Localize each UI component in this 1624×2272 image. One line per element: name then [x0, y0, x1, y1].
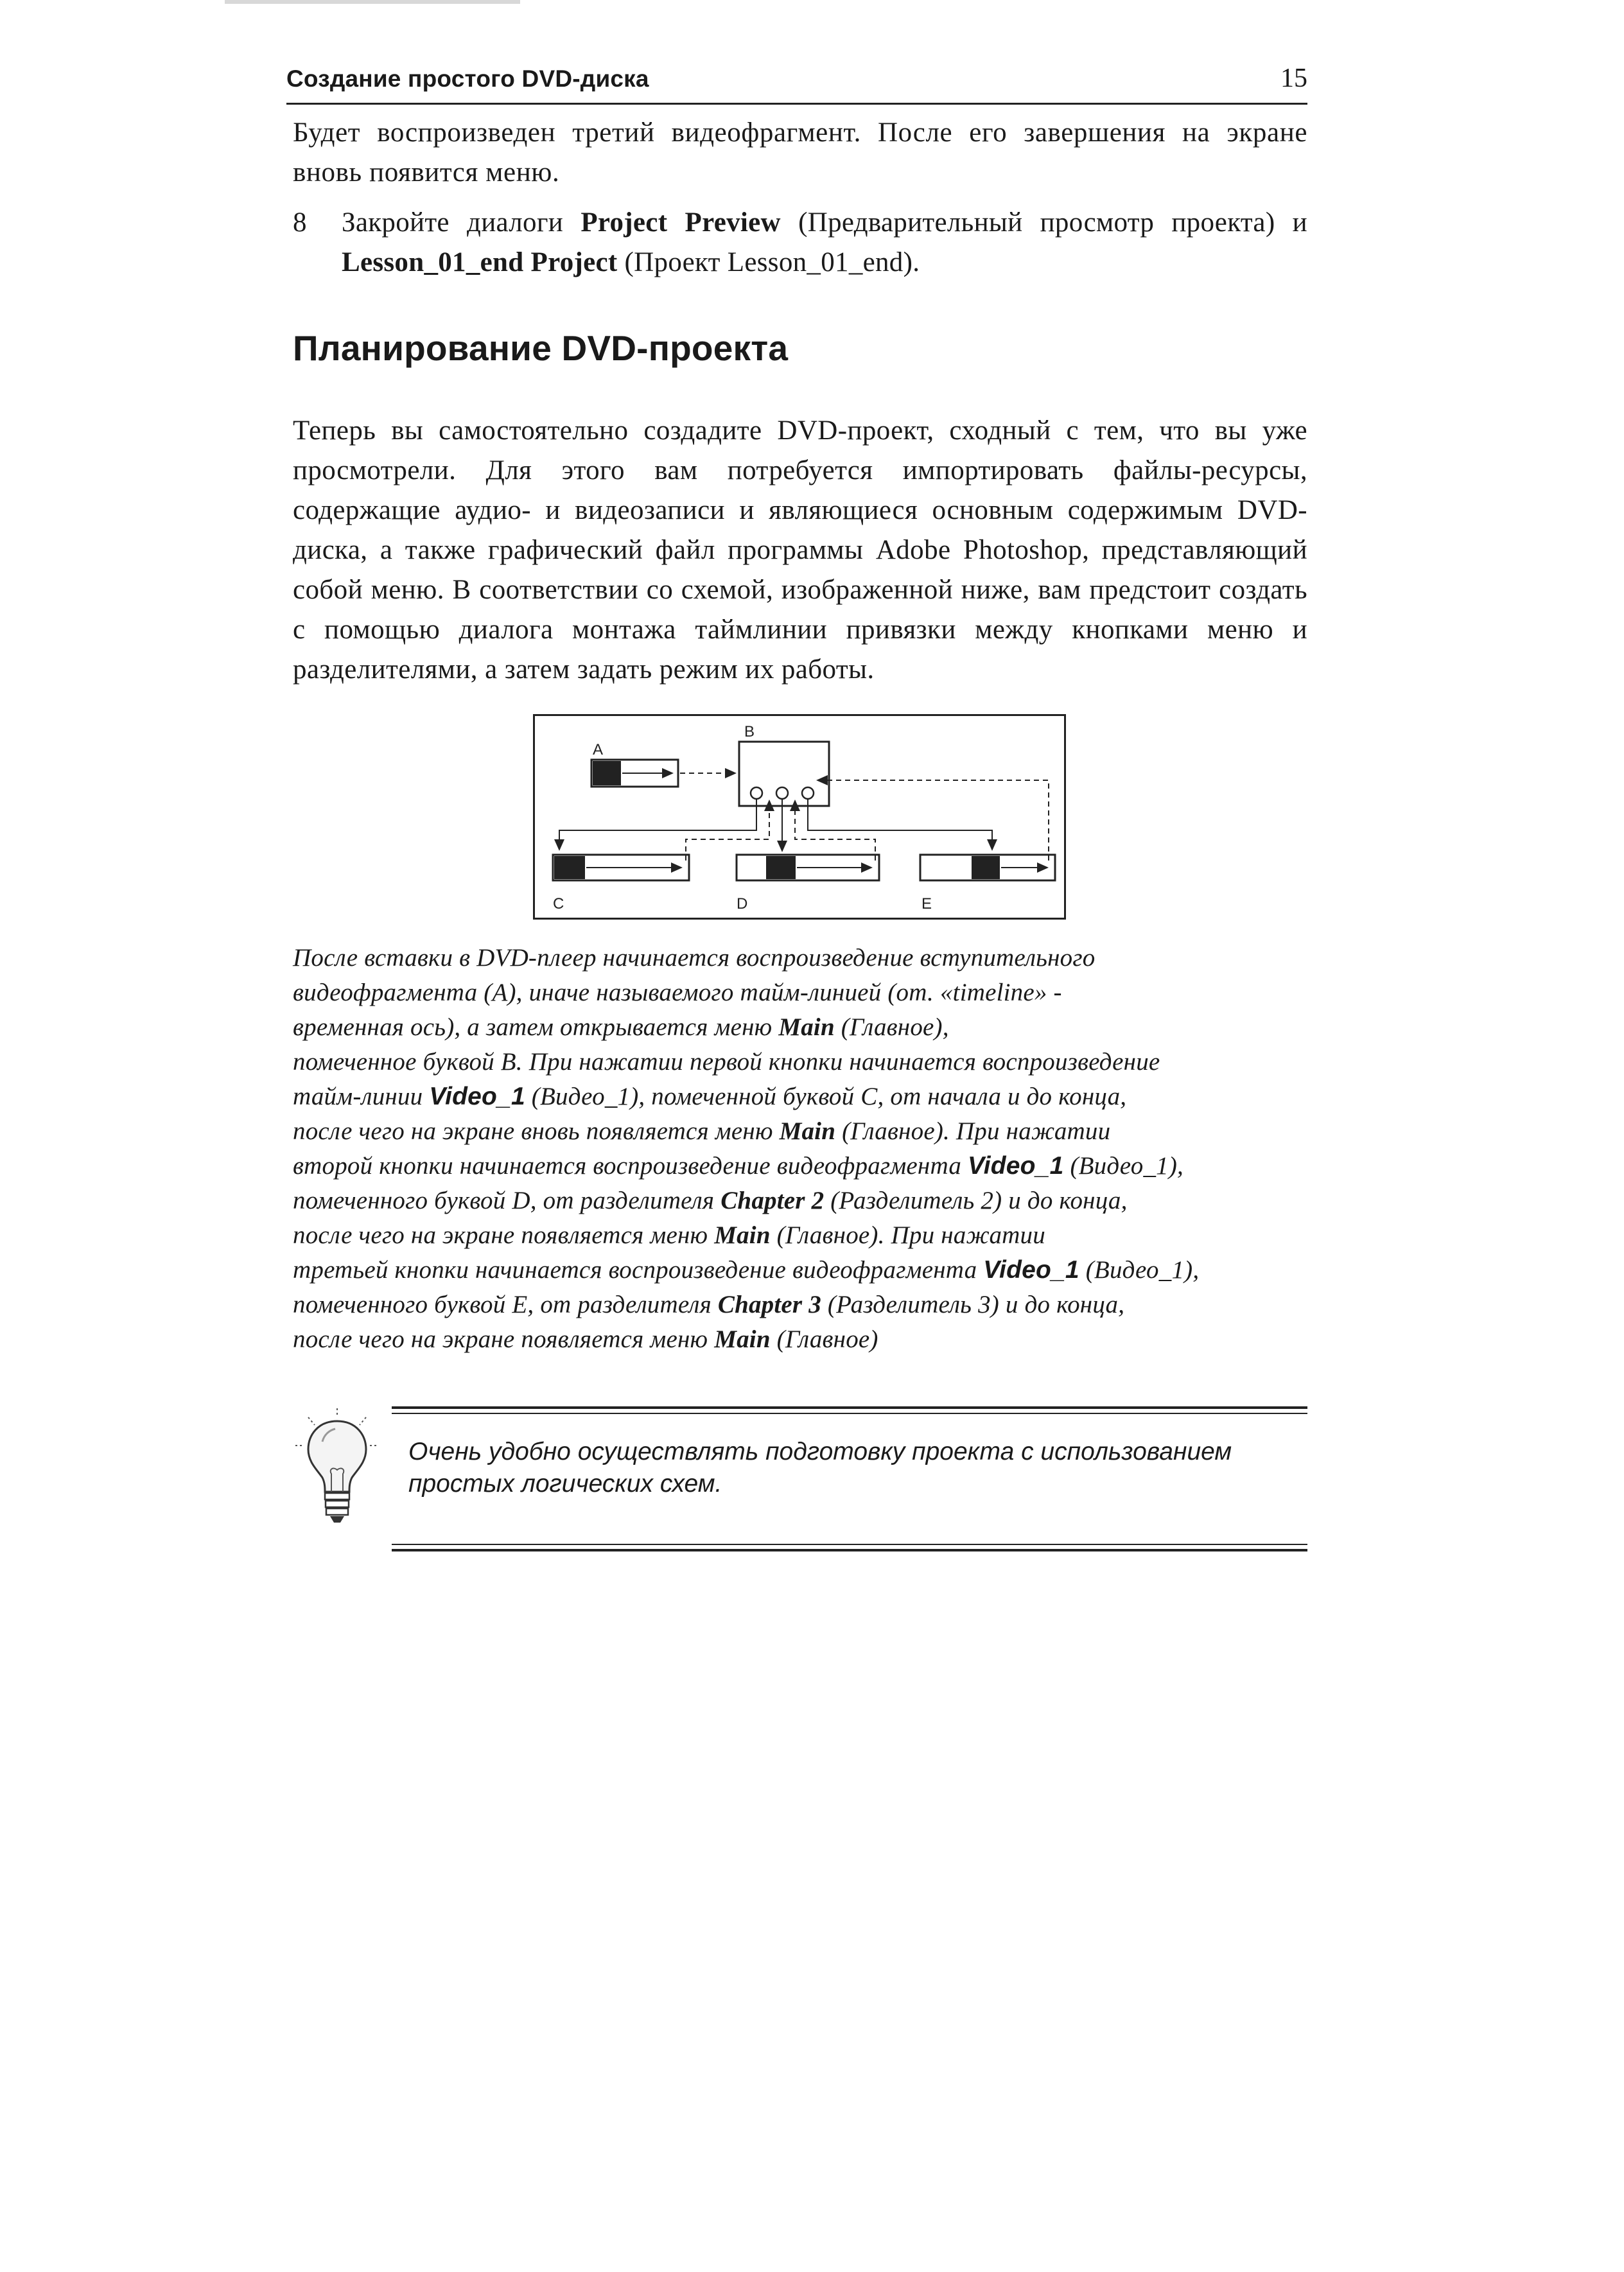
- return-e-to-menu: [817, 780, 1049, 861]
- caption-line: помеченное буквой B. При нажатии первой кнопки начинается воспроизведение: [293, 1048, 1160, 1076]
- timeline-a: [591, 760, 678, 787]
- caption-line: [293, 1184, 1295, 1218]
- caption-text: временная ось), а затем открывается меню: [293, 1013, 779, 1041]
- caption-text: помеченного буквой D, от разделителя: [293, 1187, 721, 1214]
- caption-text: после чего на экране появляется меню: [293, 1325, 715, 1353]
- timeline-d: [737, 855, 879, 880]
- page-number: 15: [1280, 64, 1307, 93]
- caption-text: третьей кнопки начинается воспроизведение видеофрагмента: [293, 1256, 984, 1284]
- caption-text: тайм-линии: [293, 1083, 430, 1110]
- caption-line: После вставки в DVD-плеер начинается воспроизведение вступительного: [293, 944, 1096, 972]
- menu-name-main: Main: [714, 1325, 771, 1353]
- tip-bottom-rule: [392, 1549, 1307, 1551]
- caption-text: (Разделитель 2) и до конца,: [824, 1187, 1128, 1214]
- clip-name-video1: Video_1: [967, 1152, 1064, 1180]
- route-button1-to-c: [559, 800, 756, 850]
- tip-text: Очень удобно осуществлять подготовку проекта с использованием простых логических схем.: [408, 1438, 1232, 1498]
- diagram-caption: [293, 941, 1295, 1357]
- dialog-name-lesson-project: Lesson_01_end Project: [342, 247, 618, 277]
- section-heading: Планирование DVD-проекта: [293, 328, 789, 368]
- label-a: A: [593, 741, 604, 758]
- dvd-scheme-diagram: [533, 714, 1066, 920]
- caption-line: видеофрагмента (А), иначе называемого тайм-линией (от. «timeline» -: [293, 979, 1062, 1006]
- caption-text: после чего на экране вновь появляется меню: [293, 1117, 780, 1145]
- clip-name-video1: Video_1: [429, 1083, 525, 1110]
- caption-text: второй кнопки начинается воспроизведение видеофрагмента: [293, 1152, 968, 1180]
- caption-text: (Главное). При нажатии: [835, 1117, 1111, 1145]
- timeline-e: [920, 855, 1055, 880]
- tip-bottom-rule-thin: [392, 1544, 1307, 1545]
- dialog-translation-1: (Предварительный просмотр проекта) и: [780, 207, 1307, 238]
- caption-line: [293, 1010, 1295, 1045]
- caption-line: [293, 1079, 1295, 1114]
- chapter-name: Chapter 2: [720, 1187, 825, 1214]
- caption-text: (Главное). При нажатии: [770, 1221, 1045, 1249]
- menu-b: [739, 742, 829, 806]
- chapter-title: Создание простого DVD-диска: [286, 66, 649, 92]
- step-prefix: Закройте диалоги: [342, 207, 581, 238]
- caption-line: [293, 1288, 1295, 1322]
- tip-top-rule: [392, 1406, 1307, 1409]
- label-c: C: [553, 895, 564, 913]
- lightbulb-icon: [289, 1403, 385, 1528]
- caption-text: помеченного буквой E, от разделителя: [293, 1291, 718, 1318]
- section-paragraph: Теперь вы самостоятельно создадите DVD-проект, сходный с тем, что вы уже просмотрели. Для этого вам потребуется импортировать файлы-ресурсы, содержащие аудио- и видеозаписи и являющиеся основным содержимым DVD-диска, а также графический файл программы Adobe Photoshop, представляющий собой меню. В соответствии со схемой, изображенной ниже, вам предстоит создать с помощью диалога монтажа таймлинии привязки между кнопками меню и разделителями, а затем задать режим их работы.: [293, 415, 1307, 685]
- intro-paragraph: Будет воспроизведен третий видеофрагмент. После его завершения на экране вновь появится меню.: [293, 118, 1307, 188]
- caption-text: (Видео_1),: [1079, 1256, 1200, 1284]
- caption-text: (Разделитель 3) и до конца,: [821, 1291, 1125, 1318]
- caption-text: после чего на экране появляется меню: [293, 1221, 715, 1249]
- step-text: [342, 203, 1307, 283]
- route-button3-to-e: [808, 800, 992, 850]
- caption-text: (Главное): [770, 1325, 878, 1353]
- menu-name-main: Main: [779, 1117, 836, 1145]
- caption-text: (Главное),: [834, 1013, 949, 1041]
- chapter-name: Chapter 3: [717, 1291, 821, 1318]
- caption-text: (Видео_1), помеченной буквой C, от начала и до конца,: [525, 1083, 1127, 1110]
- caption-text: (Видео_1),: [1063, 1152, 1183, 1180]
- label-b: B: [744, 723, 755, 740]
- caption-line: [293, 1322, 1295, 1357]
- step-number: 8: [293, 207, 307, 238]
- caption-line: [293, 1149, 1295, 1184]
- timeline-c: [553, 855, 689, 880]
- menu-name-main: Main: [714, 1221, 771, 1249]
- menu-name-main: Main: [778, 1013, 835, 1041]
- dialog-name-project-preview: Project Preview: [581, 207, 781, 238]
- dialog-translation-2: (Проект Lesson_01_end).: [617, 247, 920, 277]
- tip-top-rule-thin: [392, 1413, 1307, 1414]
- label-e: E: [921, 895, 932, 913]
- running-header: [286, 64, 1307, 105]
- clip-name-video1: Video_1: [983, 1256, 1079, 1284]
- step-8: [293, 203, 1307, 283]
- label-d: D: [737, 895, 748, 913]
- caption-line: [293, 1218, 1295, 1253]
- scan-artifact: [225, 0, 520, 4]
- caption-line: [293, 1253, 1295, 1288]
- caption-line: [293, 1114, 1295, 1149]
- diagram-svg: [535, 716, 1064, 918]
